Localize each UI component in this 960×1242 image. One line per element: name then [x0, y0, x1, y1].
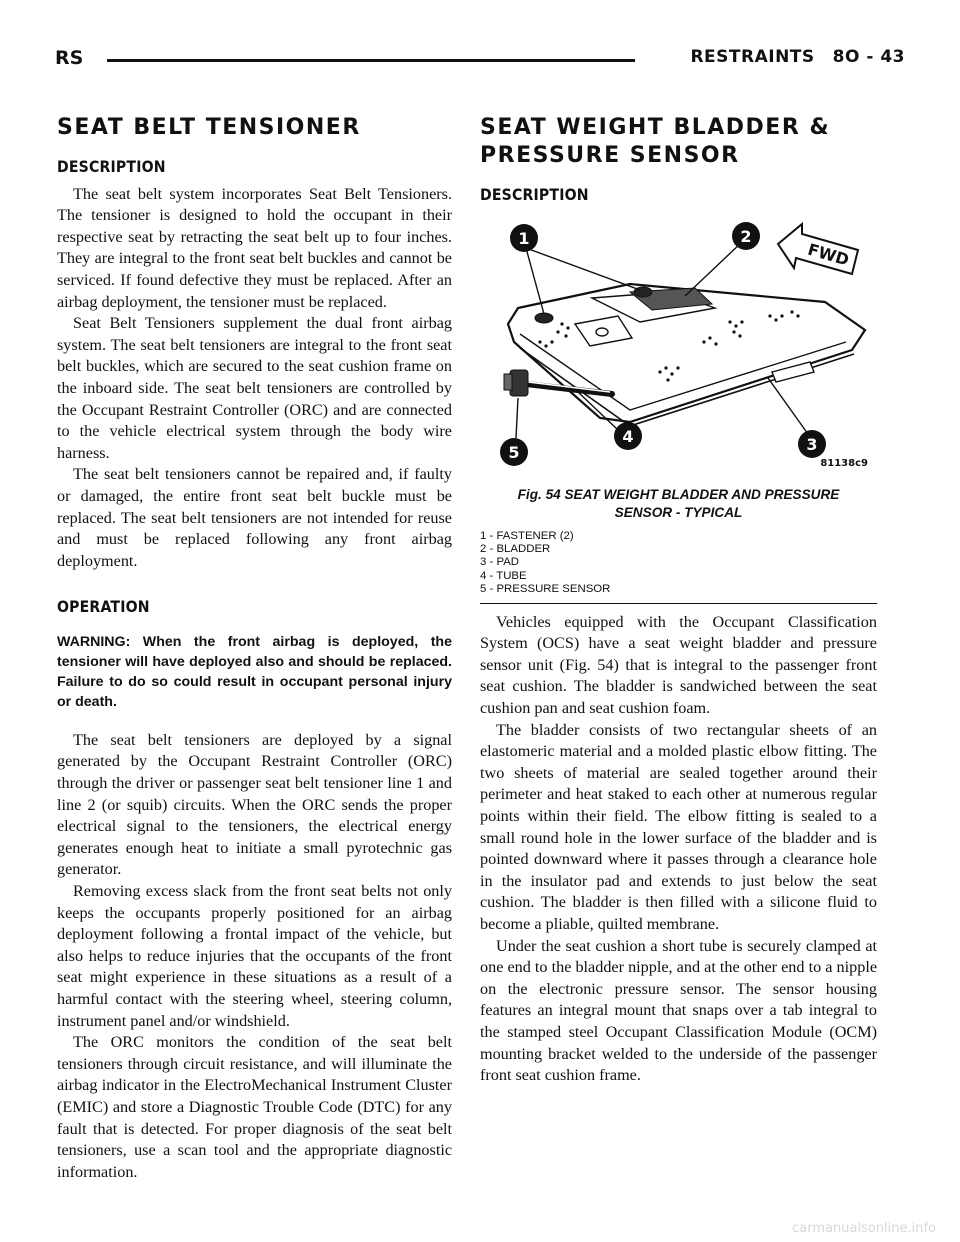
tensioner-operation-heading: OPERATION — [57, 597, 150, 617]
tensioner-description-paragraph: The seat belt tensioners cannot be repaired and, if faulty or damaged, the entire front seat belt buckle must be replaced. The seat belt tensioners are not intended for reuse and must be replaced following any front airbag deployment. — [57, 465, 452, 570]
bladder-title-line1: SEAT WEIGHT BLADDER & — [480, 115, 831, 140]
legend-item: 1 - FASTENER (2) — [480, 529, 574, 542]
left-column — [57, 108, 452, 1183]
caption-line2: SENSOR - TYPICAL — [614, 504, 743, 520]
header-rule — [107, 59, 635, 62]
figure-54 — [480, 212, 877, 482]
tensioner-description-paragraph: The seat belt system incorporates Seat Belt Tensioners. The tensioner is designed to hold the occupant in their respective seat by retracting the seat belt up to four inches. They are integral to the front seat belt buckles and cannot be serviced. If found defective they must be replaced. After an airbag deployment, the tensioner must be replaced. — [57, 184, 452, 311]
legend-item: 4 - TUBE — [480, 569, 527, 582]
tab-hole — [596, 328, 608, 336]
callout-2 — [732, 222, 760, 250]
callout-1-label: 1 — [518, 228, 530, 248]
figure-legend — [480, 530, 877, 604]
bladder-sensor-title — [480, 114, 877, 170]
watermark: carmanualsonline.info — [792, 1221, 936, 1236]
tensioner-operation-paragraph: The ORC monitors the condition of the seat belt tensioners through circuit resistance, and will illuminate the airbag indicator in the ElectroMechanical Instrument Cluster (EMIC) and store a Diagnostic Trouble Code (DTC) for any fault that is detected. For proper diagnosis of the seat belt tensioners, use a scan tool and the appropriate diagnostic information. — [57, 1033, 452, 1181]
figure-caption — [480, 486, 877, 522]
legend-item: 3 - PAD — [480, 556, 520, 569]
header-model-code: RS — [55, 47, 84, 69]
callout-5 — [500, 438, 528, 466]
tensioner-operation-paragraph: The seat belt tensioners are deployed by a signal generated by the Occupant Restraint Controller (ORC) through the driver or passenger seat belt tensioner line 1 and line 2 (or squib) circuits. When the ORC sends the proper electrical signal to the tensioners, the electrical energy generates enough heat to initiate a small pyrotechnic gas generator. — [57, 730, 452, 879]
page-header — [55, 47, 905, 75]
bladder-title-line2: PRESSURE SENSOR — [480, 143, 740, 168]
art-id-label: 81138c9 — [820, 457, 868, 469]
caption-line1: Fig. 54 SEAT WEIGHT BLADDER AND PRESSURE — [517, 486, 840, 502]
fwd-arrow-icon — [778, 224, 858, 274]
bladder-description-heading: DESCRIPTION — [480, 185, 589, 204]
callout-3 — [798, 430, 826, 458]
header-right — [672, 47, 905, 67]
bladder-illustration — [480, 212, 877, 482]
tensioner-description-heading: DESCRIPTION — [57, 157, 166, 176]
callout-4 — [614, 422, 642, 450]
fwd-label: FWD — [805, 239, 852, 270]
bladder-paragraph: The bladder consists of two rectangular sheets of an elastomeric material and a molded plastic elbow fitting. The two sheets of material are sealed together around their perimeter and heat staked to each other at numerous regular points within their field. The elbow fitting is sealed to a small round hole in the lower surface of the bladder and is pointed downward where it passes through a clearance hole in the insulator pad and extends to just below the seat cushion. The bladder is then filled with a silicone fluid to become a pliable, quilted membrane. — [480, 720, 877, 933]
pressure-sensor-body — [504, 370, 528, 396]
deployment-warning: WARNING: When the front airbag is deployed, the tensioner will have deployed also and should be replaced. Failure to do so could result in occupant personal injury or death. — [57, 633, 452, 710]
right-column — [480, 108, 877, 1087]
bladder-paragraph: Vehicles equipped with the Occupant Classification System (OCS) have a seat weight bladder and pressure sensor unit (Fig. 54) that is integral to the passenger front seat cushion. The bladder is sandwiched between the seat cushion pan and seat cushion foam. — [480, 612, 877, 717]
callout-3-label: 3 — [806, 434, 818, 454]
fastener-front — [535, 313, 553, 323]
callout-1 — [510, 224, 538, 252]
callout-4-label: 4 — [622, 426, 634, 446]
tensioner-operation-paragraph: Removing excess slack from the front seat belts not only keeps the occupants properly positioned for an airbag deployment following a frontal impact of the vehicle, but also helps to reduce injuries that the occupants of the front seat might experience in these situations as a result of a harmful contact with the steering wheel, steering column, instrument panel and/or windshield. — [57, 882, 452, 1030]
header-page-number: 8O - 43 — [832, 47, 905, 67]
tensioner-description-paragraph: Seat Belt Tensioners supplement the dual front airbag system. The seat belt tensioners are integral to the front seat belt buckles, which are secured to the seat cushion frame on the inboard side. The seat belt tensioners are controlled by the Occupant Restraint Controller (ORC) and are connected to the vehicle electrical system through the body wire harness. — [57, 314, 452, 462]
seat-belt-tensioner-title: SEAT BELT TENSIONER — [57, 115, 361, 140]
callout-5-label: 5 — [508, 442, 520, 462]
header-section: RESTRAINTS — [690, 47, 815, 67]
legend-item: 2 - BLADDER — [480, 543, 551, 555]
bladder-paragraph: Under the seat cushion a short tube is securely clamped at one end to the bladder nipple, and at the other end to a nipple on the electronic pressure sensor. The sensor housing features an integral mount that snaps over a tab integral to the stamped steel Occupant Classification Module (OCM) mounting bracket welded to the underside of the passenger front seat cushion frame. — [480, 936, 877, 1085]
legend-item: 5 - PRESSURE SENSOR — [480, 583, 611, 596]
callout-2-label: 2 — [740, 226, 752, 246]
